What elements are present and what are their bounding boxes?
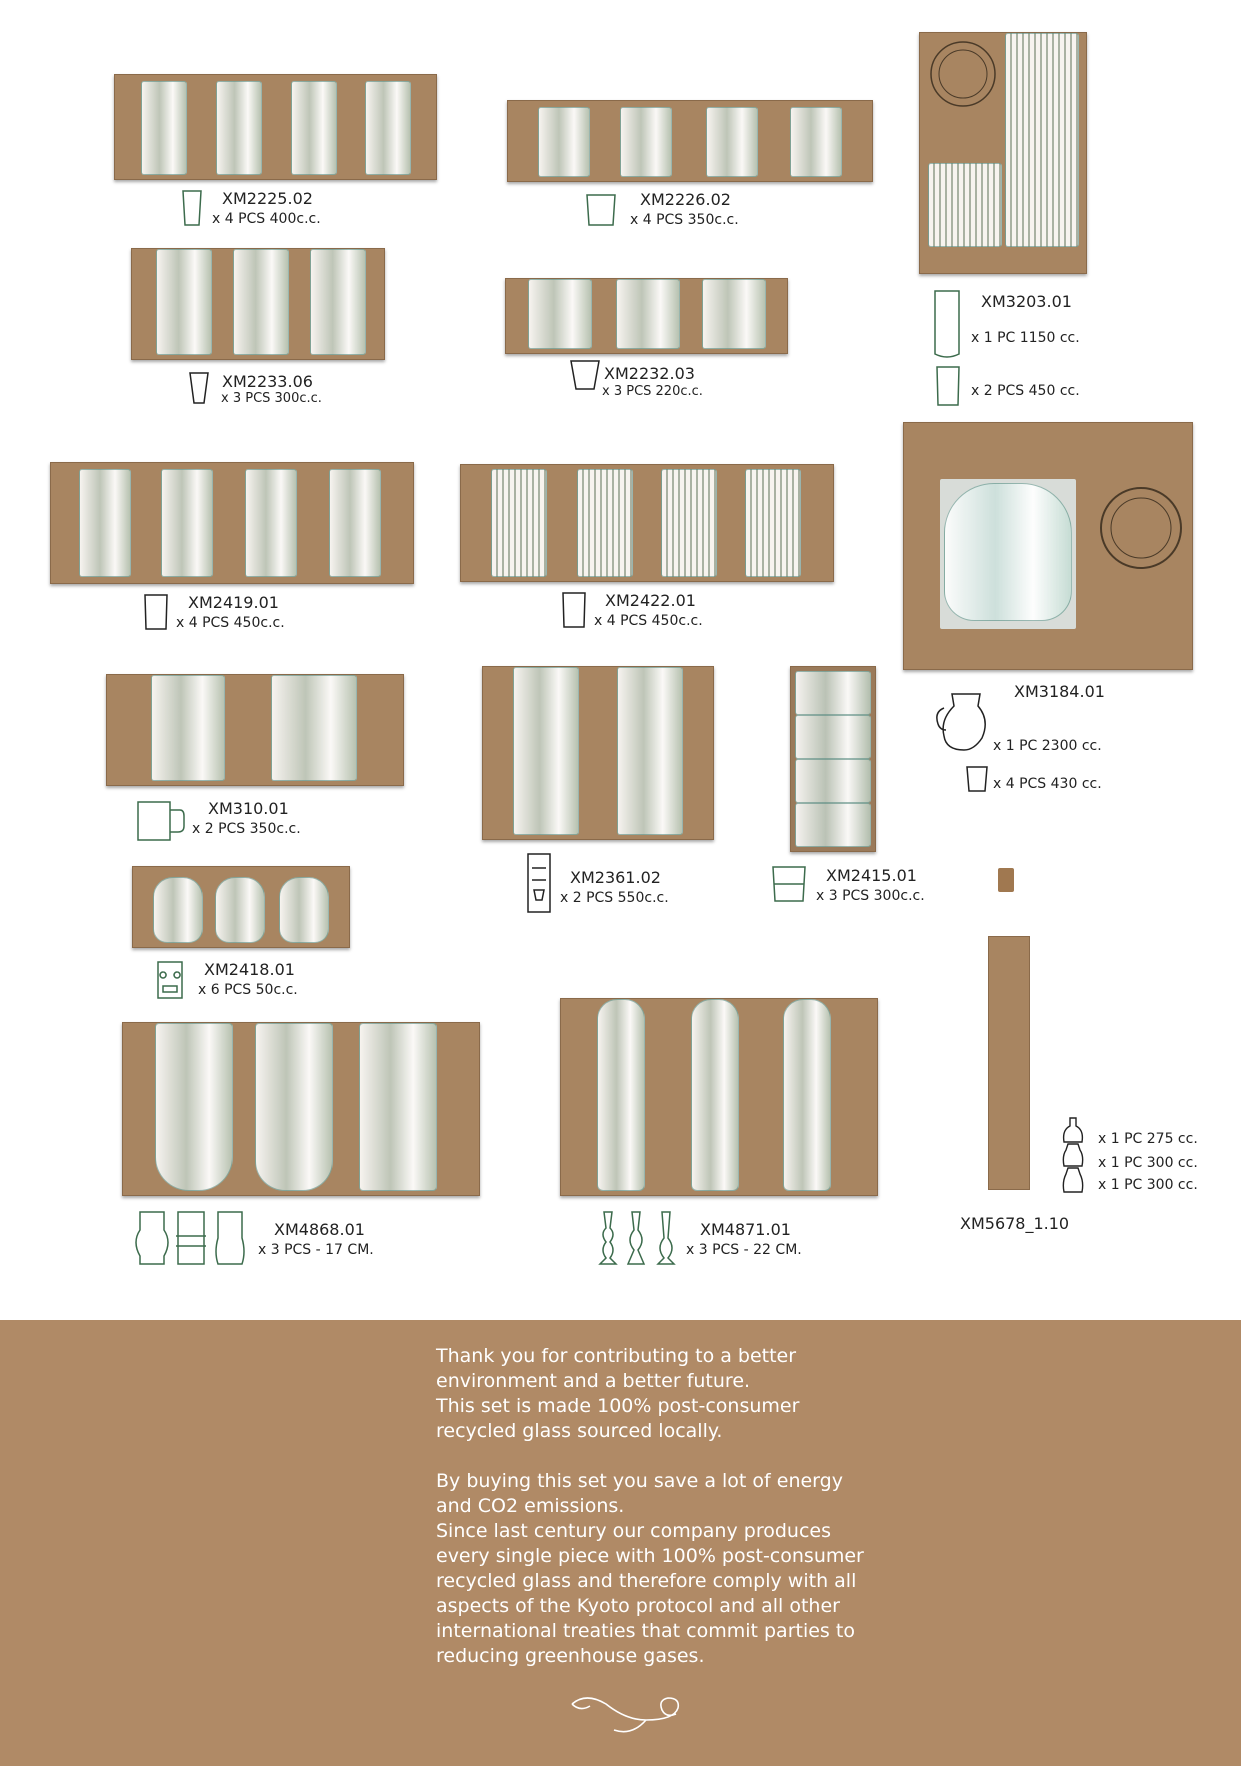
mug-icon [134, 798, 186, 844]
product-quantity: x 2 PCS 550c.c. [560, 890, 669, 906]
footer-line: Thank you for contributing to a better [436, 1345, 797, 1367]
jug-icon [934, 690, 994, 754]
product-code: XM2419.01 [188, 593, 279, 612]
product-quantity: x 1 PC 2300 cc. [993, 738, 1102, 754]
product-code: XM2361.02 [570, 868, 661, 887]
product-code: XM5678_1.10 [960, 1214, 1070, 1233]
bottle-set-icon [1060, 1116, 1086, 1196]
footer-line: recycled glass sourced locally. [436, 1420, 723, 1442]
product-quantity: x 4 PCS 430 cc. [993, 776, 1102, 792]
product-quantity: x 3 PCS 220c.c. [602, 384, 703, 399]
tumbler-icon [142, 592, 170, 632]
product-code: XM4868.01 [274, 1220, 365, 1239]
product-code: XM2232.03 [604, 364, 695, 383]
footer-line: and CO2 emissions. [436, 1495, 625, 1517]
tumbler-icon [180, 188, 204, 228]
skull-glass-icon [154, 958, 186, 1002]
product-code: XM2415.01 [826, 866, 917, 885]
product-quantity: x 2 PCS 350c.c. [192, 821, 301, 837]
tumbler-icon [964, 764, 990, 794]
product-quantity: x 3 PCS - 22 CM. [686, 1242, 802, 1258]
spacer [436, 1444, 896, 1469]
footer-text [436, 1344, 896, 1669]
tiki-glass-icon [524, 850, 554, 916]
candlestick-set-icon [596, 1208, 680, 1268]
product-image-xm2226 [507, 100, 873, 182]
product-quantity: x 1 PC 300 cc. [1098, 1155, 1198, 1171]
tumbler-icon [770, 864, 808, 904]
product-image-xm310 [106, 674, 404, 786]
product-quantity: x 3 PCS 300c.c. [221, 391, 322, 406]
product-image-xm2422 [460, 464, 834, 582]
product-quantity: x 4 PCS 450c.c. [594, 613, 703, 629]
product-quantity: x 6 PCS 50c.c. [198, 982, 298, 998]
tumbler-icon [568, 358, 602, 392]
product-quantity: x 3 PCS 300c.c. [816, 888, 925, 904]
product-quantity: x 4 PCS 350c.c. [630, 212, 739, 228]
footer-line: aspects of the Kyoto protocol and all other [436, 1595, 840, 1617]
product-code: XM2233.06 [222, 372, 313, 391]
product-image-xm2233 [131, 248, 385, 360]
product-code: XM3203.01 [981, 292, 1072, 311]
footer-line: Since last century our company produces [436, 1520, 831, 1542]
product-image-xm2415 [790, 666, 876, 852]
product-code: XM2418.01 [204, 960, 295, 979]
product-quantity: x 1 PC 275 cc. [1098, 1131, 1198, 1147]
product-image-xm2225 [114, 74, 437, 180]
footer-line: international treaties that commit parties to [436, 1620, 855, 1642]
footer-line: By buying this set you save a lot of energy [436, 1470, 843, 1492]
product-image-xm2419 [50, 462, 414, 584]
product-quantity: x 1 PC 1150 cc. [971, 330, 1080, 346]
product-code: XM4871.01 [700, 1220, 791, 1239]
product-image-xm4868 [122, 1022, 480, 1196]
tumbler-icon [934, 364, 962, 408]
product-image-xm2361 [482, 666, 714, 840]
tumbler-icon [584, 192, 618, 228]
tumbler-icon [187, 370, 211, 406]
footer-line: This set is made 100% post-consumer [436, 1395, 800, 1417]
product-image-xm3203 [919, 32, 1087, 274]
product-code: XM3184.01 [1014, 682, 1105, 701]
product-quantity: x 2 PCS 450 cc. [971, 383, 1080, 399]
flourish-ornament-icon [566, 1690, 690, 1740]
product-image-xm2232 [505, 278, 788, 354]
product-image-xm2418 [132, 866, 350, 948]
tall-glass-icon [932, 288, 962, 360]
footer-panel [0, 1320, 1241, 1766]
product-code: XM310.01 [208, 799, 289, 818]
footer-line: environment and a better future. [436, 1370, 751, 1392]
footer-line: reducing greenhouse gases. [436, 1645, 705, 1667]
product-code: XM2422.01 [605, 591, 696, 610]
product-quantity: x 4 PCS 400c.c. [212, 211, 321, 227]
tumbler-icon [560, 590, 588, 630]
product-quantity: x 1 PC 300 cc. [1098, 1177, 1198, 1193]
product-code: XM2226.02 [640, 190, 731, 209]
product-image-xm3184 [903, 422, 1193, 670]
vase-set-icon [134, 1208, 246, 1268]
product-image-xm5678 [966, 868, 1046, 1196]
product-image-xm4871 [560, 998, 878, 1196]
product-code: XM2225.02 [222, 189, 313, 208]
product-quantity: x 3 PCS - 17 CM. [258, 1242, 374, 1258]
footer-line: recycled glass and therefore comply with all [436, 1570, 857, 1592]
product-quantity: x 4 PCS 450c.c. [176, 615, 285, 631]
footer-line: every single piece with 100% post-consumer [436, 1545, 864, 1567]
